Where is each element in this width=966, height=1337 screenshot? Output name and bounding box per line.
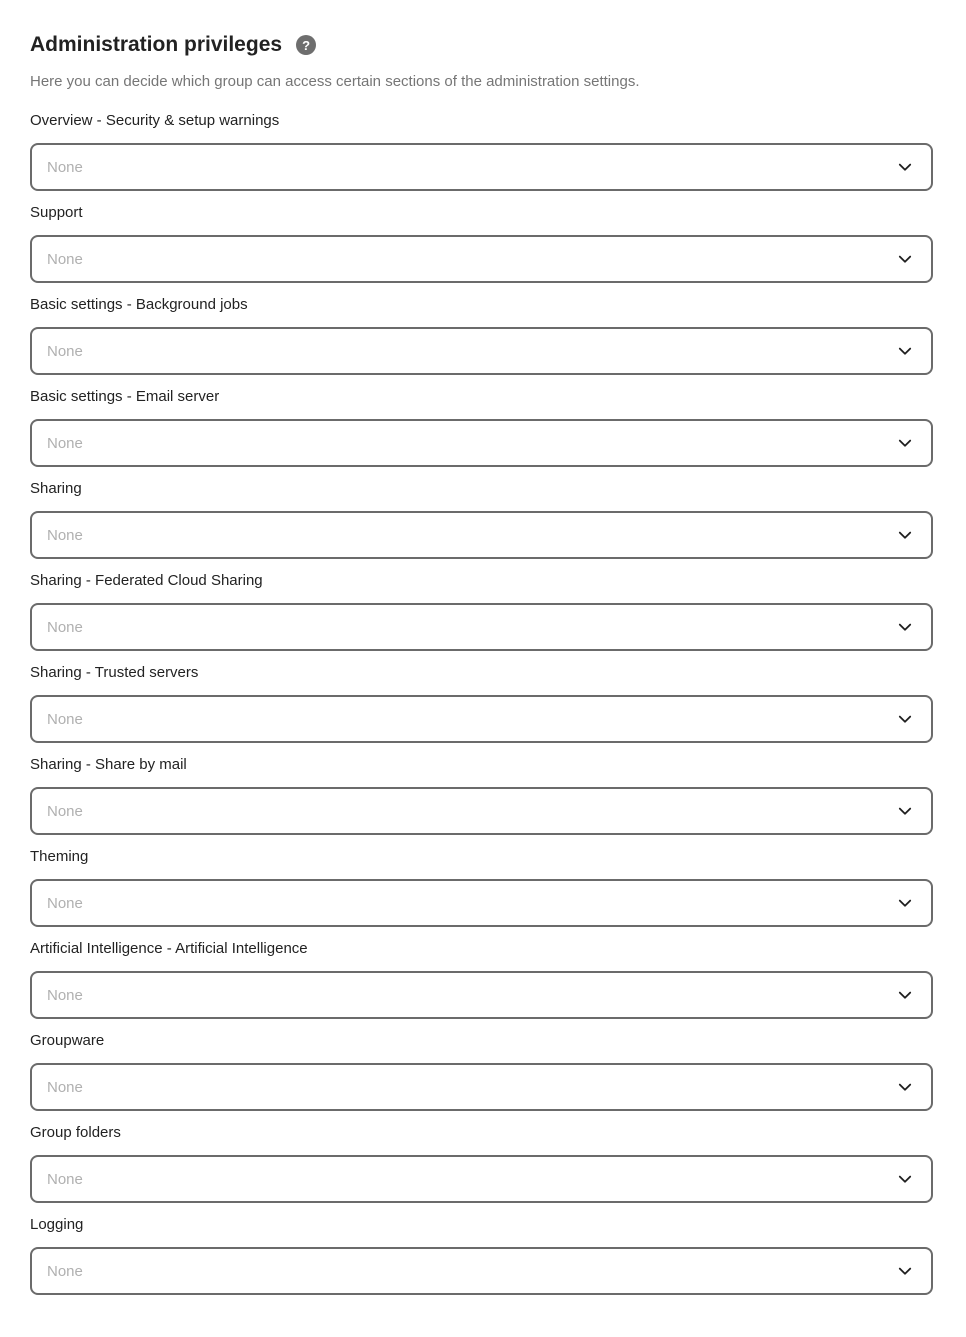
privilege-field (30, 1033, 933, 1111)
privilege-fields-list (30, 113, 933, 1295)
chevron-down-icon (897, 1079, 913, 1095)
field-label: Sharing - Share by mail (30, 756, 187, 773)
field-label: Group folders (30, 1124, 121, 1141)
select-value: None (47, 250, 83, 268)
group-select[interactable] (30, 235, 933, 283)
group-select[interactable] (30, 695, 933, 743)
group-select[interactable] (30, 419, 933, 467)
privilege-field (30, 113, 933, 191)
select-value: None (47, 526, 83, 544)
select-value: None (47, 710, 83, 728)
privilege-field (30, 757, 933, 835)
section-description: Here you can decide which group can access certain sections of the administration settings. (30, 73, 640, 90)
select-value: None (47, 802, 83, 820)
privilege-field (30, 1217, 933, 1295)
field-label: Logging (30, 1216, 84, 1233)
chevron-down-icon (897, 1171, 913, 1187)
privilege-field (30, 665, 933, 743)
select-value: None (47, 434, 83, 452)
chevron-down-icon (897, 1263, 913, 1279)
select-value: None (47, 618, 83, 636)
privilege-field (30, 297, 933, 375)
group-select[interactable] (30, 1155, 933, 1203)
field-label: Basic settings - Background jobs (30, 296, 248, 313)
select-value: None (47, 1170, 83, 1188)
privilege-field (30, 481, 933, 559)
group-select[interactable] (30, 1063, 933, 1111)
select-value: None (47, 1078, 83, 1096)
field-label: Groupware (30, 1032, 105, 1049)
chevron-down-icon (897, 343, 913, 359)
chevron-down-icon (897, 803, 913, 819)
chevron-down-icon (897, 435, 913, 451)
field-label: Sharing (30, 480, 82, 497)
help-circle-icon[interactable]: ? (296, 35, 316, 55)
select-value: None (47, 1262, 83, 1280)
select-value: None (47, 986, 83, 1004)
privilege-field (30, 205, 933, 283)
select-value: None (47, 158, 83, 176)
privilege-field (30, 849, 933, 927)
group-select[interactable] (30, 327, 933, 375)
chevron-down-icon (897, 987, 913, 1003)
chevron-down-icon (897, 711, 913, 727)
select-value: None (47, 342, 83, 360)
chevron-down-icon (897, 527, 913, 543)
chevron-down-icon (897, 895, 913, 911)
privilege-field (30, 1125, 933, 1203)
chevron-down-icon (897, 251, 913, 267)
field-label: Overview - Security & setup warnings (30, 112, 280, 129)
field-label: Theming (30, 848, 89, 865)
field-label: Artificial Intelligence - Artificial Intelligence (30, 940, 308, 957)
privilege-field (30, 941, 933, 1019)
chevron-down-icon (897, 159, 913, 175)
field-label: Basic settings - Email server (30, 388, 220, 405)
group-select[interactable] (30, 603, 933, 651)
group-select[interactable] (30, 971, 933, 1019)
privilege-field (30, 389, 933, 467)
page-title: Administration privileges (30, 33, 283, 56)
field-label: Sharing - Federated Cloud Sharing (30, 572, 263, 589)
group-select[interactable] (30, 143, 933, 191)
group-select[interactable] (30, 879, 933, 927)
section-header (30, 33, 933, 57)
group-select[interactable] (30, 511, 933, 559)
field-label: Sharing - Trusted servers (30, 664, 199, 681)
privilege-field (30, 573, 933, 651)
group-select[interactable] (30, 1247, 933, 1295)
select-value: None (47, 894, 83, 912)
chevron-down-icon (897, 619, 913, 635)
group-select[interactable] (30, 787, 933, 835)
field-label: Support (30, 204, 83, 221)
